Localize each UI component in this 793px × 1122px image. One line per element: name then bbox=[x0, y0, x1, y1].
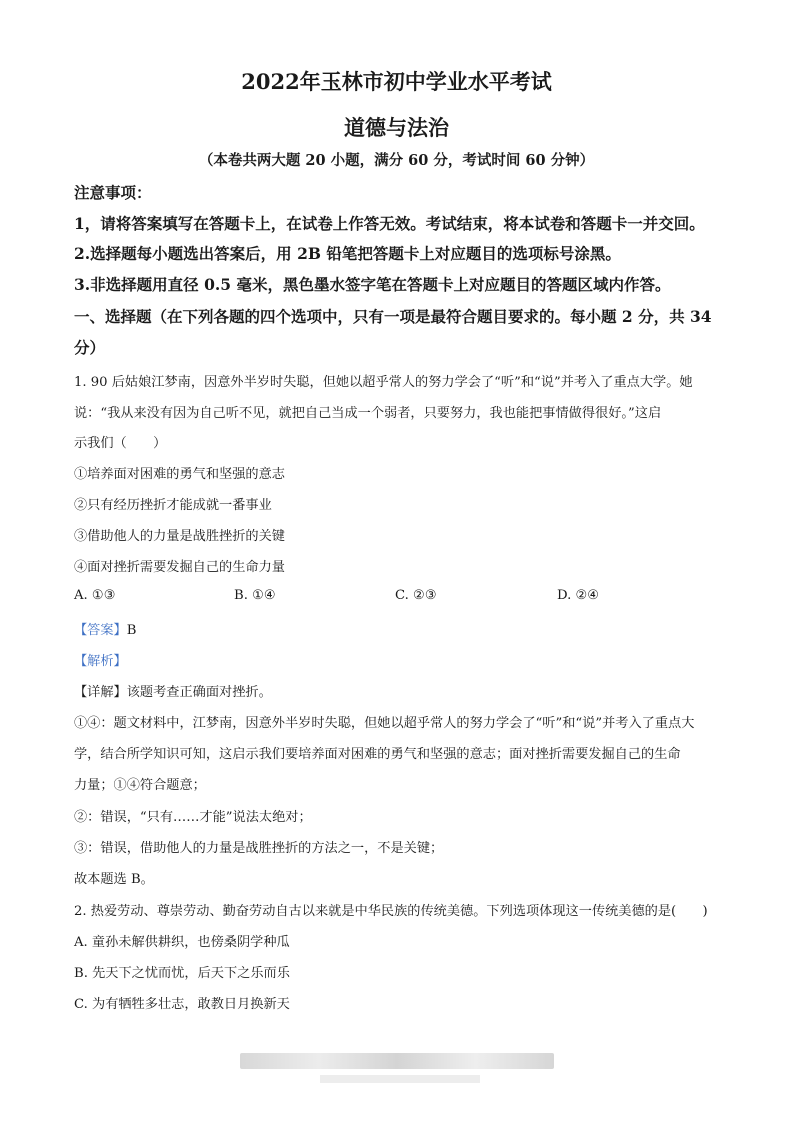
section-heading-cont: 分） bbox=[74, 338, 106, 357]
q1-option-c: C. ②③ bbox=[395, 588, 437, 603]
exam-info: （本卷共两大题 20 小题，满分 60 分，考试时间 60 分钟） bbox=[198, 152, 595, 169]
q1-detail-line: 【详解】该题考查正确面对挫折。 bbox=[74, 685, 272, 700]
note-item-2: 2.选择题每小题选出答案后，用 2B 铅笔把答题卡上对应题目的选项标号涂黑。 bbox=[74, 244, 621, 263]
q1-statement: ①培养面对困难的勇气和坚强的意志 bbox=[74, 467, 285, 482]
q2-option-c: C. 为有牺牲多壮志，敢教日月换新天 bbox=[74, 997, 290, 1012]
blurred-watermark-line bbox=[320, 1075, 480, 1083]
q2-option-a: A. 童孙未解供耕织，也傍桑阴学种瓜 bbox=[74, 935, 290, 950]
answer-value: B bbox=[126, 623, 137, 638]
answer-tag: 【答案】 bbox=[74, 623, 127, 638]
notes-heading: 注意事项： bbox=[74, 183, 152, 202]
q2-stem: 2. 热爱劳动、尊崇劳动、勤奋劳动自古以来就是中华民族的传统美德。下列选项体现这一传统美德的是( ) bbox=[74, 904, 708, 919]
note-item-1: 1，请将答案填写在答题卡上，在试卷上作答无效。考试结束，将本试卷和答题卡一并交回。 bbox=[74, 214, 705, 233]
q1-detail-line: ②：错误，“只有……才能”说法太绝对； bbox=[74, 810, 312, 825]
q1-statement: ④面对挫折需要发掘自己的生命力量 bbox=[74, 560, 285, 575]
q1-option-b: B. ①④ bbox=[234, 588, 276, 603]
q1-detail-line: 力量；①④符合题意； bbox=[74, 778, 206, 793]
exam-title: 2022年玉林市初中学业水平考试 bbox=[241, 69, 552, 94]
q1-option-a: A. ①③ bbox=[74, 588, 116, 603]
q1-answer bbox=[74, 619, 136, 638]
blurred-watermark bbox=[240, 1053, 554, 1069]
q1-stem-line: 说：“我从来没有因为自己听不见，就把自己当成一个弱者，只要努力，我也能把事情做得很好。”这启 bbox=[74, 406, 662, 421]
analysis-tag: 【解析】 bbox=[74, 654, 127, 669]
subject-title: 道德与法治 bbox=[344, 115, 449, 140]
q1-statement: ②只有经历挫折才能成就一番事业 bbox=[74, 498, 272, 513]
q1-option-d: D. ②④ bbox=[557, 588, 600, 603]
q1-detail-line: 故本题选 B。 bbox=[74, 872, 154, 887]
q2-option-b: B. 先天下之忧而忧，后天下之乐而乐 bbox=[74, 966, 290, 981]
q1-detail-line: ①④：题文材料中，江梦南，因意外半岁时失聪，但她以超乎常人的努力学会了“听”和“说”并考入了重点大 bbox=[74, 716, 695, 731]
q1-statement: ③借助他人的力量是战胜挫折的关键 bbox=[74, 529, 285, 544]
q1-stem-line: 1. 90 后姑娘江梦南，因意外半岁时失聪，但她以超乎常人的努力学会了“听”和“说”并考入了重点大学。她 bbox=[74, 375, 693, 390]
section-heading: 一、选择题（在下列各题的四个选项中，只有一项是最符合题目要求的。每小题 2 分，共 34 bbox=[74, 307, 712, 326]
q1-stem-line: 示我们（ ） bbox=[74, 436, 167, 451]
note-item-3: 3.非选择题用直径 0.5 毫米，黑色墨水签字笔在答题卡上对应题目的答题区域内作答。 bbox=[74, 275, 671, 294]
q1-detail-line: ③：错误，借助他人的力量是战胜挫折的方法之一，不是关键； bbox=[74, 841, 444, 856]
q1-detail-line: 学，结合所学知识可知，这启示我们要培养面对困难的勇气和坚强的意志；面对挫折需要发掘自己的生命 bbox=[74, 747, 681, 762]
